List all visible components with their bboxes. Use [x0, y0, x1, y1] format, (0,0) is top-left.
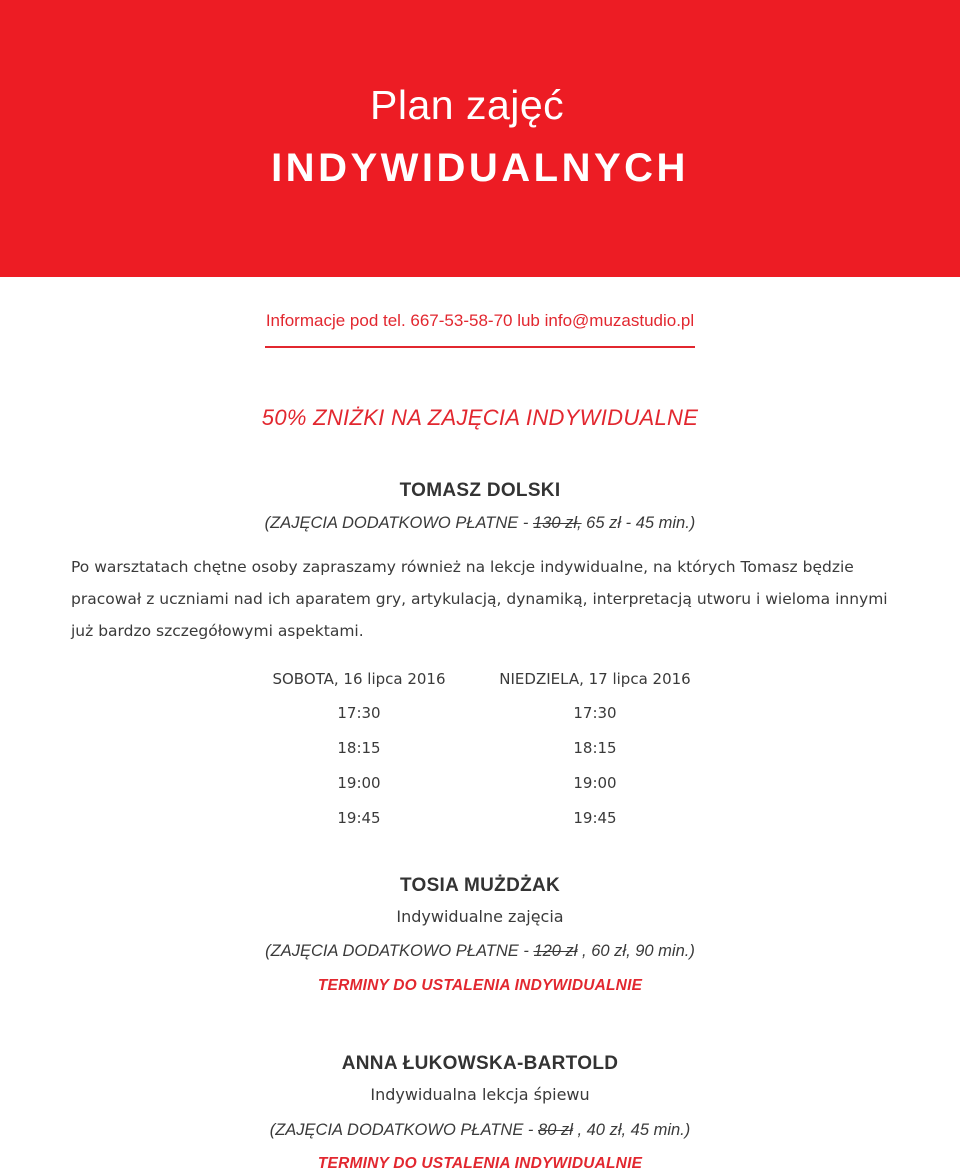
discount-headline: 50% ZNIŻKI NA ZAJĘCIA INDYWIDUALNE	[261, 405, 699, 430]
price-suffix: , 40 zł, 45 min.)	[572, 1121, 691, 1139]
schedule-day: SOBOTA, 16 lipca 2016	[272, 670, 446, 688]
schedule-column-sunday	[490, 668, 700, 842]
schedule-time: 19:45	[337, 809, 381, 827]
schedule-column-saturday	[262, 668, 456, 842]
price-line-lukowska	[0, 1121, 960, 1140]
price-suffix: 65 zł - 45 min.)	[581, 514, 696, 532]
price-suffix: , 60 zł, 90 min.)	[577, 942, 695, 960]
teacher-name-lukowska: ANNA ŁUKOWSKA-BARTOLD	[341, 1053, 619, 1074]
divider	[265, 346, 695, 348]
schedule-time: 18:15	[573, 739, 617, 757]
price-prefix: (ZAJĘCIA DODATKOWO PŁATNE -	[265, 942, 534, 960]
title-bold: INDYWIDUALNYCH	[271, 146, 689, 190]
teacher-name-muzdzak: TOSIA MUŻDŻAK	[399, 875, 561, 896]
old-price: 130 zł,	[532, 514, 582, 532]
teacher-subtitle-muzdzak: Indywidualne zajęcia	[396, 907, 564, 926]
old-price: 80 zł	[538, 1121, 573, 1139]
price-prefix: (ZAJĘCIA DODATKOWO PŁATNE -	[264, 514, 533, 532]
title-light: Plan zajęć	[370, 82, 565, 128]
schedule-day: NIEDZIELA, 17 lipca 2016	[499, 670, 691, 688]
schedule-time: 19:45	[573, 809, 617, 827]
schedule-time: 19:00	[337, 774, 381, 792]
old-price: 120 zł	[533, 942, 578, 960]
schedule-time: 17:30	[337, 704, 381, 722]
price-line-muzdzak	[0, 942, 960, 961]
header-banner	[0, 0, 960, 277]
teacher-description-dolski: Po warsztatach chętne osoby zapraszamy również na lekcje indywidualne, na których Tomasz będzie pracował z uczniami nad ich aparatem gry, artykulacją, dynamiką, interpretacją utworu i wieloma innymi już bardzo szczegółowymi aspektami.	[71, 558, 888, 640]
price-prefix: (ZAJĘCIA DODATKOWO PŁATNE -	[269, 1121, 539, 1139]
teacher-subtitle-lukowska: Indywidualna lekcja śpiewu	[370, 1085, 590, 1104]
teacher-name-dolski: TOMASZ DOLSKI	[399, 480, 561, 501]
terms-muzdzak: TERMINY DO USTALENIA INDYWIDUALNIE	[317, 977, 643, 994]
price-line-dolski	[0, 514, 960, 533]
schedule-time: 18:15	[337, 739, 381, 757]
schedule-time: 17:30	[573, 704, 617, 722]
schedule-time: 19:00	[573, 774, 617, 792]
terms-lukowska: TERMINY DO USTALENIA INDYWIDUALNIE	[317, 1155, 643, 1172]
contact-info: Informacje pod tel. 667-53-58-70 lub info@muzastudio.pl	[265, 311, 695, 330]
